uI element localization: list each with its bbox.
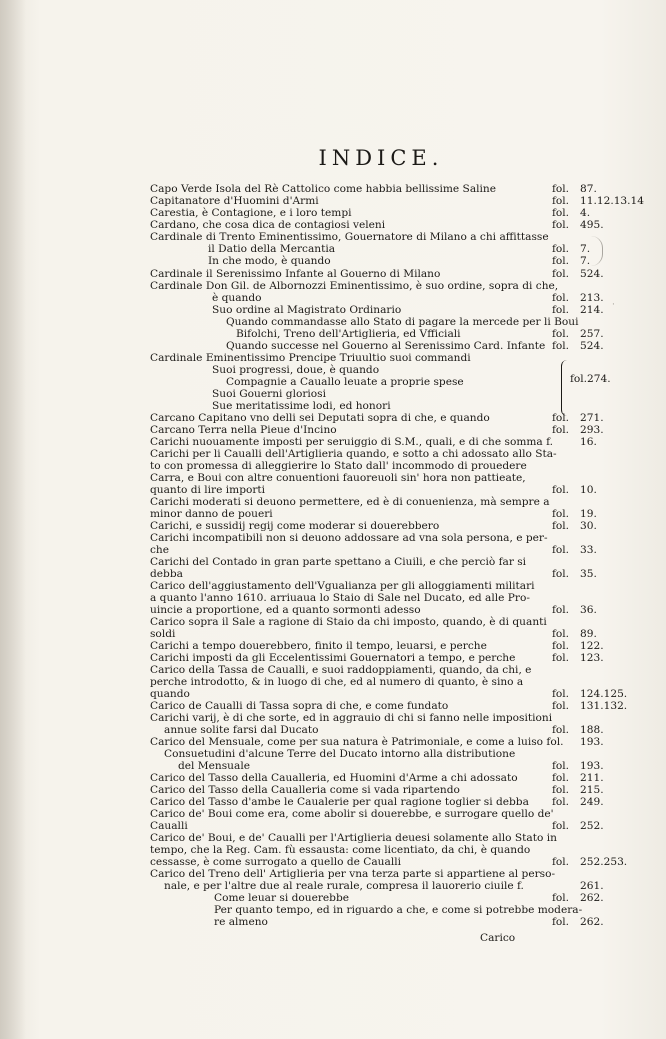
folio-label: fol. [552,856,570,868]
folio-number: 131.132. [580,700,628,712]
margin-ink-mark [588,236,603,266]
index-entry: Caualli [150,820,188,832]
index-entry: Suoi progressi, doue, è quando [212,364,380,376]
folio-number: 30. [580,520,597,532]
folio-number: 261. [580,880,604,892]
folio-number: 19. [580,508,597,520]
page-title: INDICE. [318,146,444,170]
folio-label: fol. [552,219,570,231]
index-entry: Carichi del Contado in gran parte spettano a Ciuili, e che perciò far si [150,556,527,568]
folio-label: fol. [552,568,570,580]
index-entry: to con promessa di alleggierire lo Stato dall' incommodo di prouedere [150,460,527,472]
folio-number: 89. [580,628,597,640]
index-entry: a quanto l'anno 1610. arriuaua lo Staio di Sale nel Ducato, ed alle Pro- [150,592,530,604]
folio-label: fol. [552,183,570,195]
folio-label: fol. [552,304,570,316]
folio-number: 7. [580,243,591,255]
index-entry: Carichi a tempo douerebbero, finito il tempo, leuarsi, e perche [150,640,487,652]
folio-number: 188. [580,724,604,736]
index-entry: Carico del Tasso d'ambe le Caualerie per qual ragione toglier si debba [150,796,529,808]
folio-label: fol. [552,760,570,772]
index-entry: Carico della Tassa de Caualli, e suoi raddoppiamenti, quando, da chi, e [150,664,532,676]
index-entry: Carico del Tasso della Caualleria, ed Huomini d'Arme a chi adossato [150,772,518,784]
index-entry: annue solite farsi dal Ducato [164,724,319,736]
index-entry: soldi [150,628,176,640]
folio-number: 87. [580,183,597,195]
folio-number: 213. [580,292,604,304]
index-entry: del Mensuale [178,760,250,772]
folio-number: 122. [580,640,604,652]
folio-label: fol. [552,652,570,664]
folio-number: 4. [580,207,591,219]
index-entry: Carichi per li Caualli dell'Artiglieria quando, e sotto a chi adossato allo Sta- [150,448,557,460]
folio-number: 271. [580,412,604,424]
folio-label: fol. [552,207,570,219]
folio-label: fol. [552,328,570,340]
folio-label: fol. [552,796,570,808]
folio-number: 524. [580,340,604,352]
index-entry: Quando commandasse allo Stato di pagare la mercede per li Boui [226,316,579,328]
folio-number: 252.253. [580,856,628,868]
folio-label: fol. [552,255,570,267]
index-entry: Carico del Mensuale, come per sua natura è Patrimoniale, e come a luiso fol. [150,736,564,748]
catchword: Carico [480,932,516,944]
folio-number: 124.125. [580,688,628,700]
folio-label: fol. [552,604,570,616]
folio-number: 252. [580,820,604,832]
folio-number: 215. [580,784,604,796]
brace-folio: fol.274. [570,373,611,385]
folio-number: 35. [580,568,597,580]
index-entry: perche introdotto, & in luogo di che, ed al numero di quanto, è sino a [150,676,524,688]
index-entry: Carestia, è Contagione, e i loro tempi [150,207,352,219]
index-entry: re almeno [214,916,268,928]
folio-number: 293. [580,424,604,436]
grouping-brace [561,360,570,416]
folio-number: 211. [580,772,604,784]
index-entry: In che modo, è quando [208,255,331,267]
index-entry: Carico sopra il Sale a ragione di Staio da chi imposto, quando, è di quanti [150,616,547,628]
index-entry: Carico dell'aggiustamento dell'Vgualianza per gli alloggiamenti militari [150,580,535,592]
index-entry: quando [150,688,190,700]
index-entry: Consuetudini d'alcune Terre del Ducato intorno alla distributione [164,748,516,760]
index-entry: Cardinale Don Gil. de Albornozzi Eminentissimo, è suo ordine, sopra di che, [150,280,559,292]
index-entry: tempo, che la Reg. Cam. fù essausta: come licentiato, da chi, è quando [150,844,531,856]
folio-label: fol. [552,688,570,700]
index-entry: Carichi imposti da gli Eccelentissimi Gouernatori a tempo, e perche [150,652,516,664]
index-entry: Cardinale di Trento Eminentissimo, Gouernatore di Milano a chi affittasse [150,231,549,243]
index-entry: Carichi, e sussidij regij come moderar si douerebbero [150,520,440,532]
folio-label: fol. [552,484,570,496]
index-entry: minor danno de poueri [150,508,273,520]
index-entry: Carcano Terra nella Pieue d'Incino [150,424,337,436]
folio-label: fol. [552,916,570,928]
folio-number: 7. [580,255,591,267]
index-entry: Per quanto tempo, ed in riguardo a che, e come si potrebbe modera- [214,904,583,916]
folio-label: fol. [552,243,570,255]
folio-label: fol. [552,784,570,796]
index-entry: Sue meritatissime lodi, ed honori [212,400,391,412]
index-entry: Cardano, che cosa dica de contagiosi veleni [150,219,386,231]
margin-ink-dot: · [612,300,615,310]
index-entry: il Datio della Mercantia [208,243,336,255]
index-entry: Carichi incompatibili non si deuono addossare ad vna sola persona, e per- [150,532,548,544]
index-entry: Bifolchi, Treno dell'Artiglieria, ed Vfficiali [236,328,461,340]
index-entry: Capo Verde Isola del Rè Cattolico come habbia bellissime Saline [150,183,497,195]
index-entry: Come leuar si douerebbe [214,892,350,904]
folio-number: 257. [580,328,604,340]
folio-label: fol. [552,340,570,352]
index-entry: Cardinale Eminentissimo Prencipe Triuultio suoi commandi [150,352,471,364]
index-entry: Carichi moderati si deuono permettere, ed è di conuenienza, mà sempre a [150,496,550,508]
folio-number: 16. [580,436,597,448]
index-entry: uincie a proportione, ed a quanto sormonti adesso [150,604,421,616]
folio-label: fol. [552,892,570,904]
index-entry: Carico del Tasso della Caualleria come si vada ripartendo [150,784,460,796]
folio-number: 193. [580,736,604,748]
index-entry: quanto di lire importi [150,484,266,496]
index-entry: Carico del Treno dell' Artiglieria per vna terza parte si appartiene al perso- [150,868,556,880]
index-entry: Carcano Capitano vno delli sei Deputati sopra di che, e quando [150,412,490,424]
index-entry: Capitanatore d'Huomini d'Armi [150,195,319,207]
index-entry: Carico de' Boui come era, come abolir si douerebbe, e surrogare quello de' [150,808,554,820]
folio-label: fol. [552,292,570,304]
folio-number: 214. [580,304,604,316]
index-entry: Carichi nuouamente imposti per seruiggio di S.M., quali, e di che somma f. [150,436,554,448]
folio-label: fol. [552,640,570,652]
folio-number: 249. [580,796,604,808]
folio-label: fol. [552,820,570,832]
folio-number: 123. [580,652,604,664]
folio-number: 262. [580,916,604,928]
folio-number: 524. [580,268,604,280]
folio-label: fol. [552,628,570,640]
index-entry: è quando [212,292,262,304]
index-entry: Cardinale il Serenissimo Infante al Gouerno di Milano [150,268,441,280]
index-entry: Carico de' Boui, e de' Caualli per l'Artiglieria deuesi solamente allo Stato in [150,832,557,844]
folio-number: 495. [580,219,604,231]
index-entry: Carico de Caualli di Tassa sopra di che, e come fundato [150,700,449,712]
index-entry: Carra, e Boui con altre conuentioni fauoreuoli sin' hora non pattieate, [150,472,526,484]
index-entry: Suo ordine al Magistrato Ordinario [212,304,402,316]
index-entry: che [150,544,170,556]
folio-label: fol. [552,268,570,280]
folio-number: 262. [580,892,604,904]
folio-label: fol. [552,544,570,556]
folio-number: 33. [580,544,597,556]
folio-label: fol. [552,724,570,736]
index-entry: Carichi varij, è di che sorte, ed in aggrauio di chi si fanno nelle impositioni [150,712,553,724]
folio-number: 11.12.13.14 [580,195,645,207]
folio-number: 193. [580,760,604,772]
index-entry: debba [150,568,183,580]
index-entry: cessasse, è come surrogato a quello de Caualli [150,856,401,868]
folio-label: fol. [552,520,570,532]
folio-label: fol. [552,412,570,424]
folio-label: fol. [552,195,570,207]
index-entry: Compagnie a Cauallo leuate a proprie spese [226,376,464,388]
folio-number: 36. [580,604,597,616]
folio-label: fol. [552,700,570,712]
folio-label: fol. [552,772,570,784]
index-entry: nale, e per l'altre due al reale rurale, compresa il lauorerio ciuile f. [164,880,524,892]
folio-label: fol. [552,508,570,520]
index-entry: Suoi Gouerni gloriosi [212,388,326,400]
index-entry: Quando successe nel Gouerno al Serenissimo Card. Infante [226,340,546,352]
folio-number: 10. [580,484,597,496]
folio-label: fol. [552,424,570,436]
